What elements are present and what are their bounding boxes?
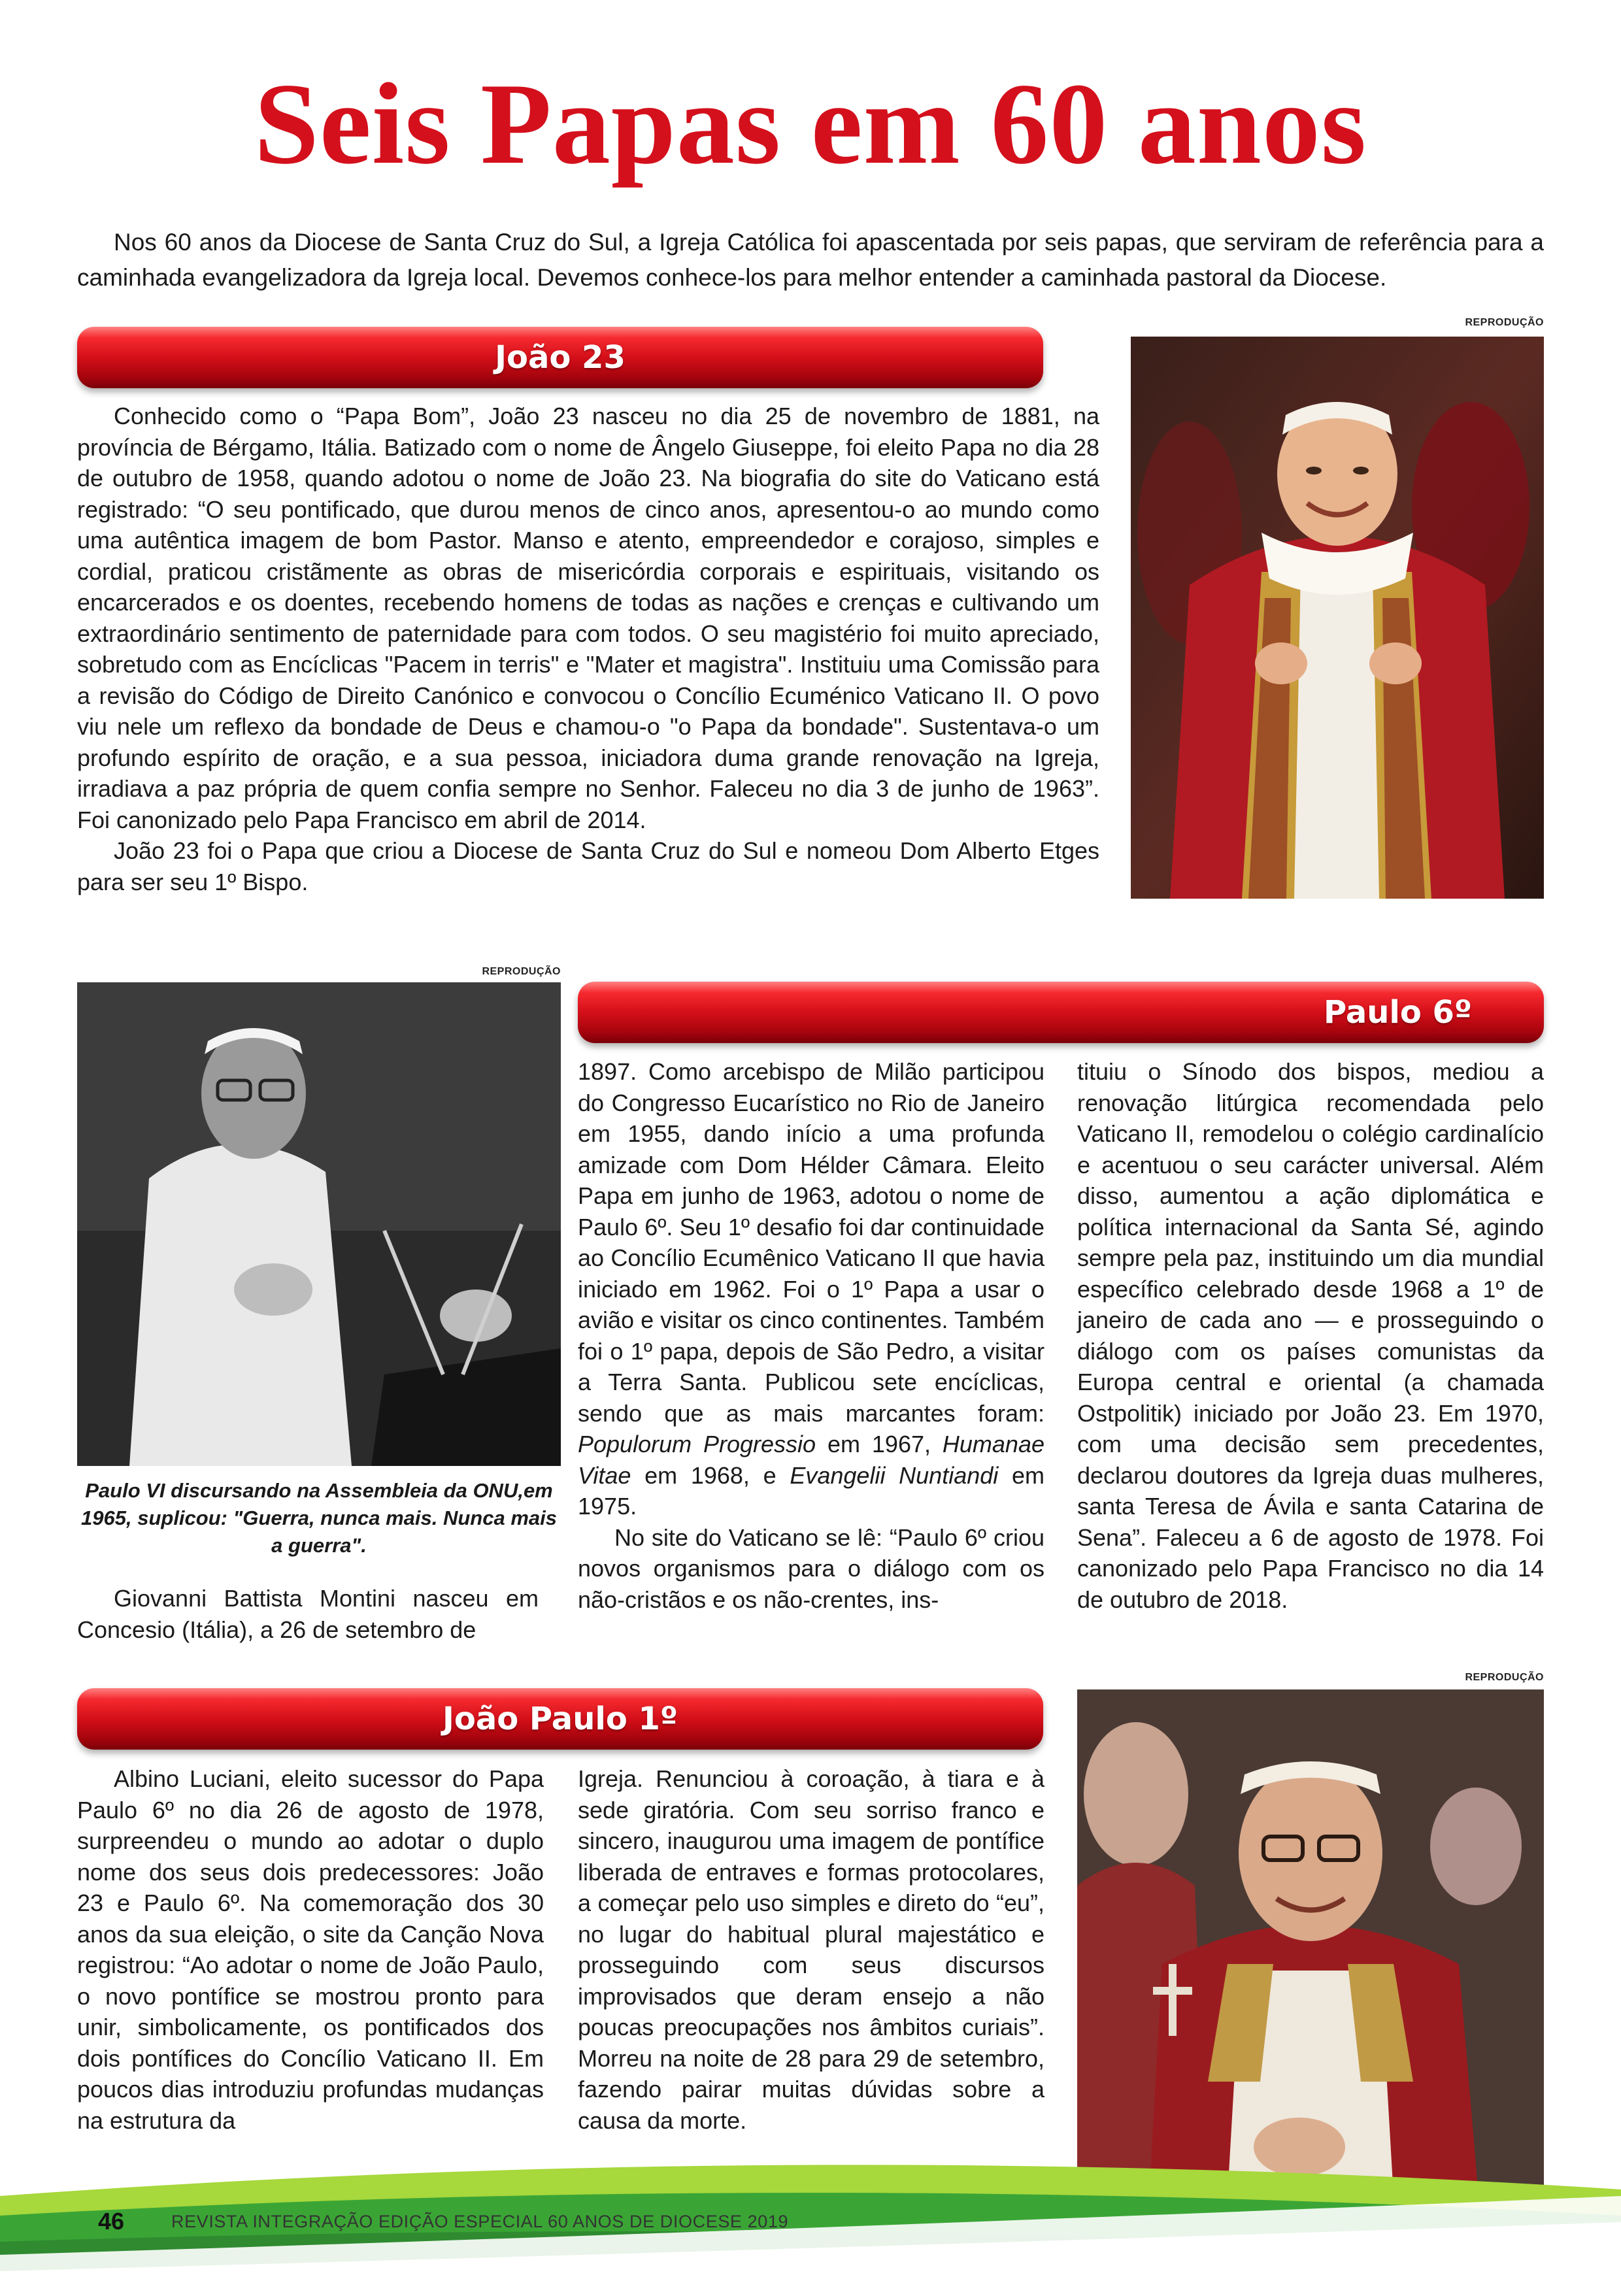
- paulo6-col2-text-a: 1897. Como arcebispo de Milão participou do Congresso Eucarístico no Rio de Janeiro em 1955, dando início a uma profunda amizade com Dom Hélder Câmara. Eleito Papa em junho de 1963, adotou o nome de Paulo 6º. Seu 1º desafio foi dar continuidade ao Concílio Ecumênico Vaticano II que havia iniciado em 1962. Foi o 1º Papa a usar o avião e visitar os cinco continentes. Também foi o 1º papa, depois de São Pedro, a visitar a Terra Santa. Publicou sete encíclicas, sendo que as mais marcantes foram:: [578, 1058, 1044, 1427]
- paulo6-caption: Paulo VI discursando na Assembleia da ONU,em 1965, suplicou: "Guerra, nunca mais. Nunca mais a guerra".: [81, 1479, 557, 1557]
- encyclical-3-year: em 1975.: [578, 1461, 1044, 1520]
- paulo6-col3-text: tituiu o Sínodo dos bispos, mediou a renovação litúrgica recomendada pelo Vaticano II, remodelou o colégio cardinalício e acentuou o seu carácter universal. Além disso, aumentou a ação diplomática e política internacional da Santa Sé, agindo sempre pela paz, instituindo um dia mundial específico celebrado desde 1968 a 1º de janeiro de cada ano — e prosseguindo o diálogo com os países comunistas da Europa central e oriental (a chamada Ostpolitik) iniciado por João 23. Em 1970, com uma decisão sem precedentes, declarou doutores da Igreja duas mulheres, santa Teresa de Ávila e santa Catarina de Sena”. Faleceu a 6 de agosto de 1978. Foi canonizado pelo Papa Francisco no dia 14 de outubro de 2018.: [1077, 1058, 1544, 1613]
- encyclical-1: Populorum Progressio: [578, 1431, 816, 1457]
- publication-name: REVISTA INTEGRAÇÃO EDIÇÃO ESPECIAL 60 ANOS DE DIOCESE 2019: [171, 2212, 789, 2231]
- joao23-paragraph-1: Conhecido como o “Papa Bom”, João 23 nasceu no dia 25 de novembro de 1881, na província de Bérgamo, Itália. Batizado com o nome de Ângelo Giuseppe, foi eleito Papa no dia 28 de outubro de 1958, quando adotou o nome de João 23. Na biografia do site do Vaticano está registrado: “O seu pontificado, que durou menos de cinco anos, apresentou-o ao mundo como uma autêntica imagem de bom Pastor. Manso e atento, empreendedor e corajoso, simples e cordial, praticou cristãmente as obras de misericórdia corporais e espirituais, visitando os encarcerados e os doentes, recebendo homens de todas as nações e crenças e cultivando um extraordinário sentimento de paternidade para com todos. O seu magistério foi muito apreciado, sobretudo com as Encíclicas "Pacem in terris" e "Mater et magistra". Instituiu uma Comissão para a revisão do Código de Direito Canónico e convocou o Concílio Ecuménico Vaticano II. O povo viu nele um reflexo da bondade de Deus e chamou-o "o Papa da bondade". Sustentava-o um profundo espírito de oração, e a sua pessoa, iniciadora duma grande renovação na Igreja, irradiava a paz própria de quem confia sempre no Senhor. Faleceu no dia 3 de junho de 1963”. Foi canonizado pelo Papa Francisco em abril de 2014.: [77, 403, 1099, 833]
- joaopaulo1-illustration: [1077, 1689, 1544, 2196]
- paulo6-col1: [77, 1583, 539, 1645]
- paulo6-col2-para2: No site do Vaticano se lê: “Paulo 6º criou novos organismos para o diálogo com os não-cristãos e os não-crentes, ins-: [578, 1523, 1044, 1613]
- joao23-body: [77, 401, 1099, 897]
- intro-text: Nos 60 anos da Diocese de Santa Cruz do Sul, a Igreja Católica foi apascentada por seis papas, que serviram de referência para a caminhada evangelizadora da Igreja local. Devemos conhece-los para melhor entender a caminhada pastoral da Diocese.: [77, 229, 1544, 291]
- joaopaulo1-col2-text: Igreja. Renunciou à coroação, à tiara e à sede giratória. Com seu sorriso franco e sincero, inaugurou uma imagem de pontífice liberada de entraves e formas protocolares, a começar pelo uso simples e direto do “eu”, no lugar do habitual plural majestático e prosseguindo com seus discursos improvisados que deram ensejo a não poucas preocupações nos âmbitos curiais”. Morreu na noite de 28 para 29 de setembro, fazendo pairar muitas dúvidas sobre a causa da morte.: [578, 1765, 1044, 2134]
- section-title-joao23: João 23: [495, 339, 626, 376]
- photo-paulo6: [77, 982, 561, 1466]
- section-title-joaopaulo1: João Paulo 1º: [443, 1701, 678, 1737]
- joao23-paragraph-2: João 23 foi o Papa que criou a Diocese de Santa Cruz do Sul e nomeou Dom Alberto Etges para ser seu 1º Bispo.: [77, 837, 1099, 895]
- encyclical-2-year: em 1968, e: [631, 1461, 790, 1489]
- paulo6-col2: [578, 1056, 1044, 1615]
- photo-credit-paulo6: REPRODUÇÃO: [482, 966, 561, 977]
- paulo6-col1-text: Giovanni Battista Montini nasceu em Concesio (Itália), a 26 de setembro de: [77, 1585, 539, 1643]
- encyclical-3: Evangelii Nuntiandi: [790, 1461, 999, 1489]
- section-header-joao23: [77, 327, 1043, 388]
- encyclical-1-year: em 1967,: [816, 1431, 943, 1457]
- paulo6-col2-para1: [578, 1056, 1044, 1522]
- encyclical-2: Humanae Vitae: [578, 1431, 1044, 1489]
- photo-credit-joao23: REPRODUÇÃO: [1465, 317, 1544, 328]
- joao23-illustration: [1131, 337, 1544, 899]
- page-number: 46: [98, 2208, 125, 2235]
- paulo6-illustration: [77, 982, 561, 1466]
- joaopaulo1-col2: [578, 1763, 1044, 2136]
- photo-credit-joaopaulo1: REPRODUÇÃO: [1465, 1672, 1544, 1683]
- page-title: Seis Papas em 60 anos: [254, 59, 1367, 188]
- photo-joao23: [1131, 337, 1544, 899]
- joaopaulo1-col1: [77, 1763, 544, 2136]
- joaopaulo1-col1-text: Albino Luciani, eleito sucessor do Papa Paulo 6º no dia 26 de agosto de 1978, surpreendeu o mundo ao adotar o duplo nome dos seus dois predecessores: João 23 e Paulo 6º. Na comemoração dos 30 anos da sua eleição, o site da Canção Nova registrou: “Ao adotar o nome de João Paulo, o novo pontífice se mostrou pronto para unir, simbolicamente, os pontificados dos dois pontífices do Concílio Vaticano II. Em poucos dias introduziu profundas mudanças na estrutura da: [77, 1765, 544, 2134]
- section-header-paulo6: [578, 982, 1544, 1043]
- intro-paragraph: [77, 225, 1544, 295]
- paulo6-col3: [1077, 1056, 1544, 1615]
- section-title-paulo6: Paulo 6º: [1323, 994, 1472, 1031]
- section-header-joaopaulo1: [77, 1688, 1043, 1750]
- photo-joaopaulo1: [1077, 1689, 1544, 2196]
